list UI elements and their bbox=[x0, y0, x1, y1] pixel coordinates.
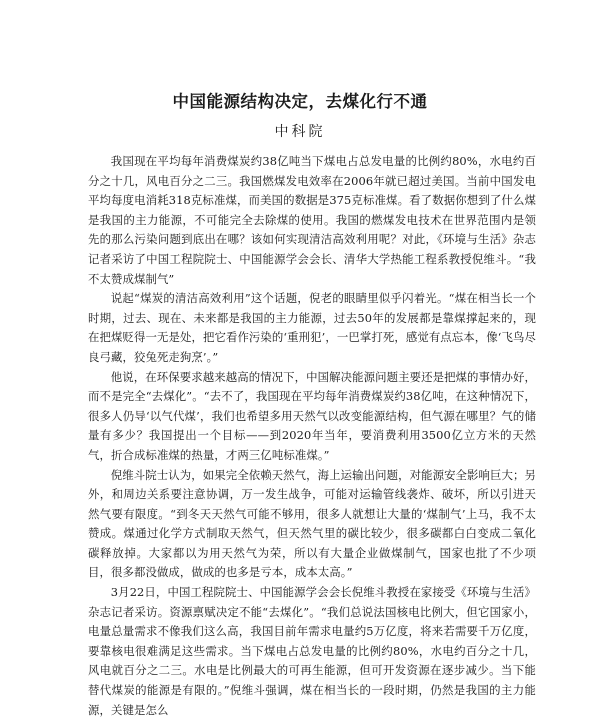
paragraph: 说起“煤炭的清洁高效利用”这个话题，倪老的眼睛里似乎闪着光。“煤在相当长一个时期，过去、现在、未来都是我国的主力能源，过去50年的发展都是靠煤撑起来的，现在把煤贬得一无是处，把它看作污染的‘重刑犯’，一巴掌打死，感觉有点忘本，像‘飞鸟尽良弓藏，狡兔死走狗烹’。” bbox=[88, 291, 536, 364]
article-author: 中科院 bbox=[274, 124, 326, 140]
paragraph: 他说，在环保要求越来越高的情况下，中国解决能源问题主要还是把煤的事情办好，而不是完全“去煤化”。“去不了，我国现在平均每年消费煤炭约38亿吨，在这种情况下，很多人仍导‘以气代煤’，我们也希望多用天然气以改变能源结构，但气源在哪里？气的储量有多少？我国提出一个目标——到2020年当年，要消费利用3500亿立方米的天然气，折合成标准煤的热量，才两三亿吨标准煤。” bbox=[88, 369, 536, 462]
article-body bbox=[88, 152, 536, 720]
article-title: 中国能源结构决定，去煤化行不通 bbox=[172, 92, 428, 111]
paragraph: 我国现在平均每年消费煤炭约38亿吨当下煤电占总发电量的比例约80%，水电约百分之十几，风电百分之二三。我国燃煤发电效率在2006年就已超过美国。当前中国发电平均每度电消耗318克标准煤，而美国的数据是375克标准煤。看了数据你想到了什么煤是我国的主力能源，不可能完全去除煤的使用。我国的燃煤发电技术在世界范围内是领先的那么污染问题到底出在哪？该如何实现清洁高效利用呢？对此，《环境与生活》杂志记者采访了中国工程院院士、中国能源学会会长、清华大学热能工程系教授倪维斗。“我不太赞成煤制气” bbox=[88, 154, 536, 286]
paragraph: 倪维斗院士认为，如果完全依赖天然气，海上运输出问题，对能源安全影响巨大；另外，和周边关系要注意协调，万一发生战争，可能对运输管线袭炸、破坏，所以引进天然气要有限度。“到冬天天然气可能不够用，很多人就想让大量的‘煤制气’上马，我不太赞成。煤通过化学方式制取天然气，但天然气里的碳比较少，很多碳都白白变成二氧化碳释放掉。大家都以为用天然气为荣，所以有大量企业做煤制气，国家也批了不少项目，很多都没做成，做成的也多是亏本，成本太高。” bbox=[88, 467, 536, 580]
paragraph: 3月22日，中国工程院院士、中国能源学会会长倪维斗教授在家接受《环境与生活》杂志记者采访。资源禀赋决定不能“去煤化”。“我们总说法国核电比例大，但它国家小，电量总量需求不像我们这么高，我国目前年需求电量约5万亿度，将来若需要千万亿度，要靠核电很难满足这些需求。当下煤电占总发电量的比例约80%，水电约百分之十几，风电就百分之二三。水电是比例最大的可再生能源，但可开发资源在逐步减少。当下能替代煤炭的能源是有限的。”倪维斗强调，煤在相当长的一段时期，仍然是我国的主力能源，关键是怎么 bbox=[88, 585, 536, 717]
